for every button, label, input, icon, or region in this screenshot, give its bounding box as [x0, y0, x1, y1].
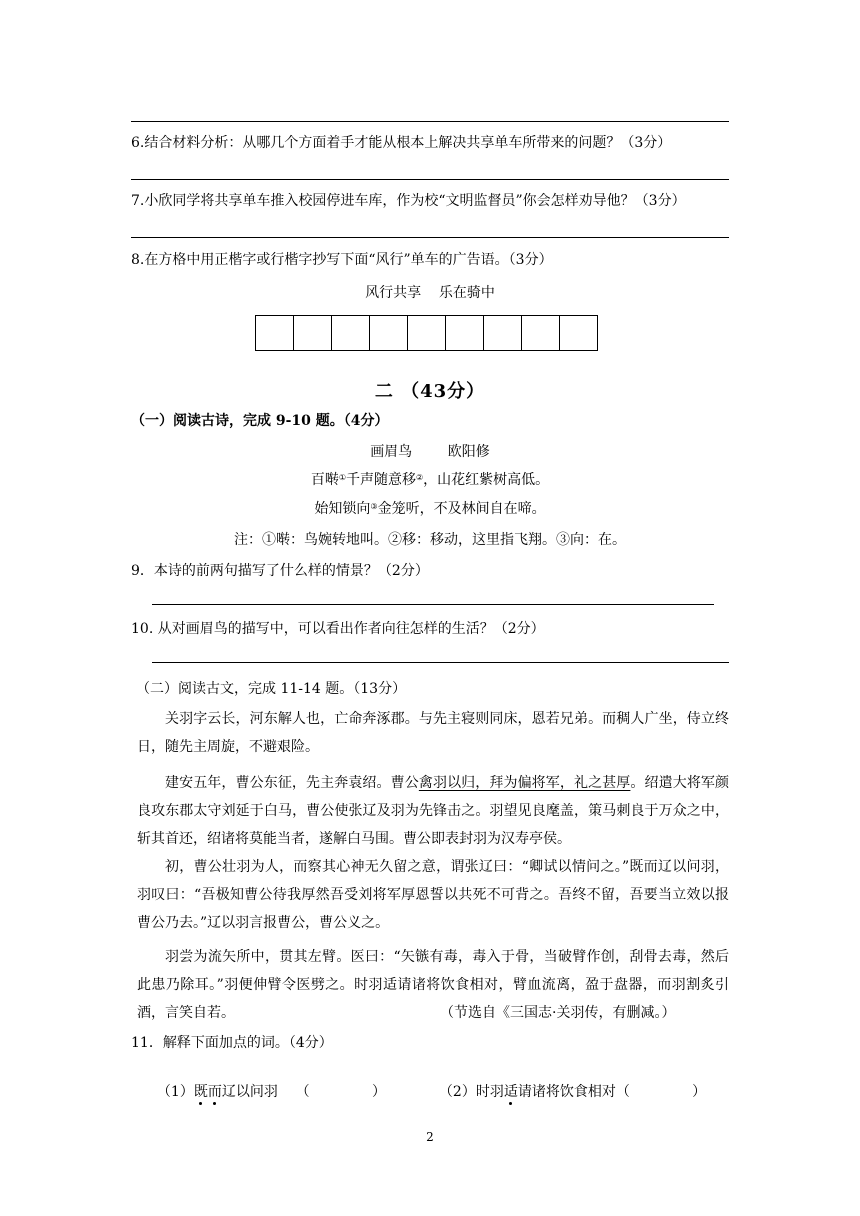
grid-cell[interactable]: [560, 316, 598, 350]
grid-cell[interactable]: [294, 316, 332, 350]
answer-line: [152, 604, 714, 605]
grid-cell[interactable]: [370, 316, 408, 350]
question-11-item-2: （2）时羽适请诸将饮食相对（ ）: [438, 1084, 707, 1100]
passage-paragraph-3: 初，曹公壮羽为人，而察其心神无久留之意，谓张辽曰：“卿试以情问之。”既而辽以问羽，羽叹曰：“吾极知曹公待我厚然吾受刘将军厚恩誓以共死不可背之。吾终不留，吾要当立效以报曹公乃去。”辽以羽言报曹公，曹公义之。: [137, 859, 729, 931]
poem-note: 注：①啭：鸟婉转地叫。②移：移动，这里指飞翔。③向：在。: [234, 532, 626, 548]
answer-line: [131, 179, 729, 180]
question-6: 6.结合材料分析：从哪几个方面着手才能从根本上解决共享单车所带来的问题？（3分）: [131, 135, 672, 151]
grid-cell[interactable]: [522, 316, 560, 350]
passage-paragraph-4: 羽尝为流矢所中，贯其左臂。医曰：“矢镞有毒，毒入于骨，当破臂作创，刮骨去毒，然后此患乃除耳。”羽便伸臂令医劈之。时羽适请诸将饮食相对，臂血流离，盈于盘器，而羽割炙引酒，言笑自若。: [137, 949, 729, 1021]
page-number: 2: [426, 1130, 434, 1144]
poem-line-2: 始知锁向③金笼听，不及林间自在啼。: [314, 501, 546, 517]
writing-grid[interactable]: [255, 315, 598, 351]
passage-paragraph-2: 建安五年，曹公东征，先主奔袁绍。曹公禽羽以归，拜为偏将军，礼之甚厚。绍遣大将军颜良攻东郡太守刘延于白马，曹公使张辽及羽为先锋击之。羽望见良麾盖，策马刺良于万众之中，斩其首还，绍诸将莫能当者，遂解白马围。曹公即表封羽为汉寿亭侯。: [137, 775, 730, 847]
question-11-item-1: （1）既而辽以问羽 （ ）: [156, 1084, 386, 1100]
question-8: 8.在方格中用正楷字或行楷字抄写下面“风行”单车的广告语。（3分）: [131, 252, 553, 268]
part1-heading: （一）阅读古诗，完成 9-10 题。（4分）: [131, 413, 389, 429]
question-7: 7.小欣同学将共享单车推入校园停进车库，作为校“文明监督员”你会怎样劝导他？（3分）: [131, 193, 686, 209]
answer-line: [131, 121, 729, 122]
answer-line: [152, 662, 729, 663]
grid-cell[interactable]: [446, 316, 484, 350]
part2-heading: （二）阅读古文，完成 11-14 题。（13分）: [136, 681, 407, 697]
question-10: 10. 从对画眉鸟的描写中，可以看出作者向往怎样的生活？（2分）: [131, 621, 545, 637]
grid-cell[interactable]: [332, 316, 370, 350]
section-title: 二 （43分）: [374, 381, 486, 402]
passage-paragraph-1: 关羽字云长，河东解人也，亡命奔涿郡。与先主寝则同床，恩若兄弟。而稠人广坐，侍立终日，随先主周旋，不避艰险。: [137, 711, 729, 755]
poem-line-1: 百啭①千声随意移②，山花红紫树高低。: [310, 472, 550, 488]
question-9: 9．本诗的前两句描写了什么样的情景？（2分）: [131, 563, 429, 579]
answer-line: [131, 237, 729, 238]
grid-cell[interactable]: [256, 316, 294, 350]
poem-title: 画眉鸟 欧阳修: [370, 444, 490, 460]
passage-source: （节选自《三国志·关羽传，有删减。）: [440, 1005, 676, 1021]
grid-cell[interactable]: [408, 316, 446, 350]
underlined-sentence: 禽羽以归，拜为偏将军，礼之甚厚: [418, 775, 631, 791]
grid-cell[interactable]: [484, 316, 522, 350]
slogan: 风行共享 乐在骑中: [365, 285, 495, 301]
question-11: 11．解释下面加点的词。（4分）: [131, 1035, 333, 1051]
